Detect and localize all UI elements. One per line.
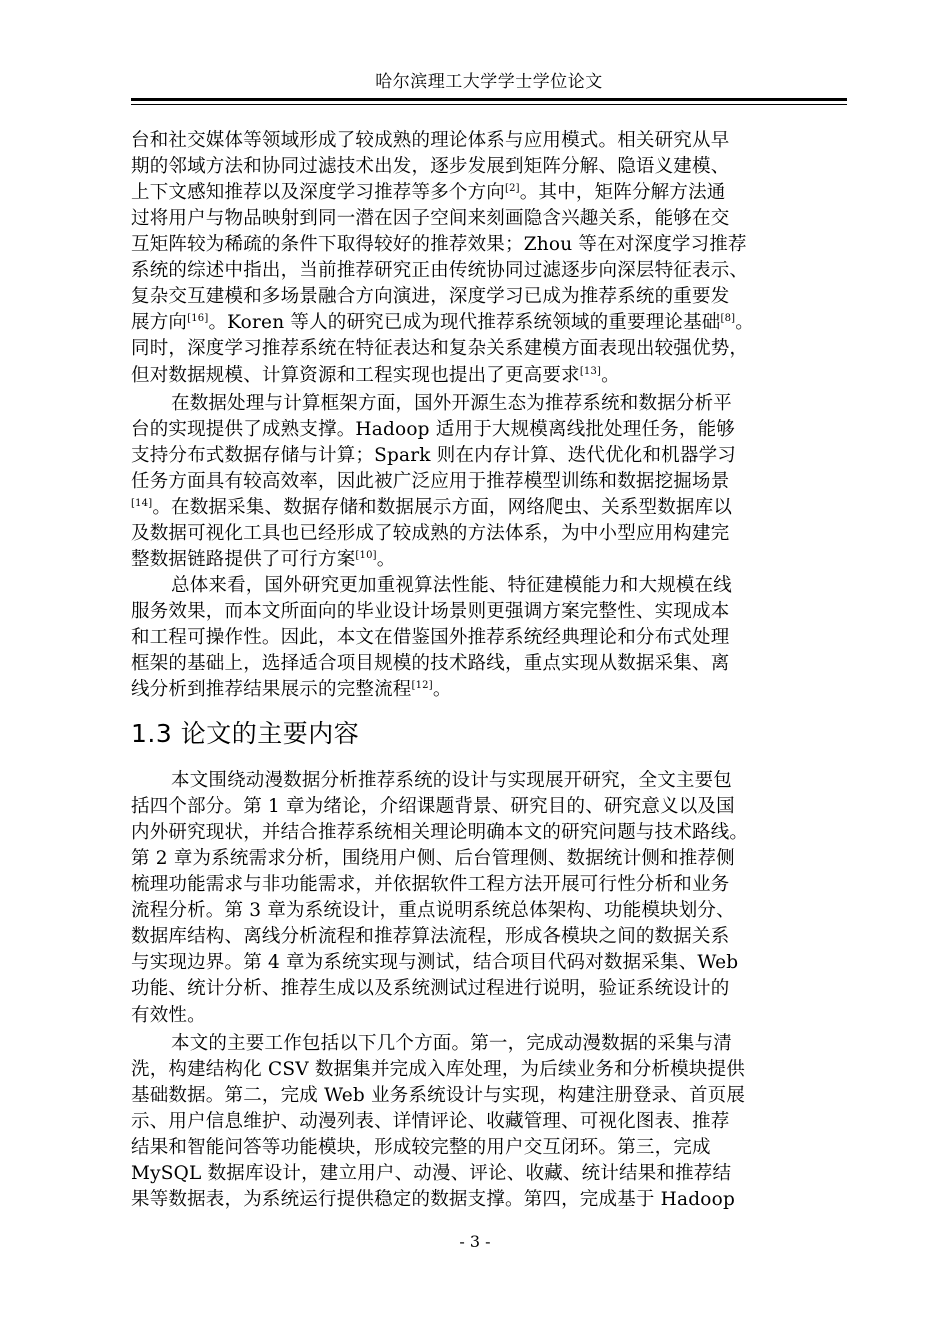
line-text-after: 。Koren 等人的研究已成为现代推荐系统领域的重要理论基础 [208,312,721,334]
text-line [131,128,729,154]
text-line [171,573,732,599]
citation-ref: [12] [411,680,433,692]
text-line [131,363,620,389]
text-line [131,625,729,651]
text-line [131,469,729,495]
line-text: 有效性。 [131,1004,206,1026]
line-text: 果等数据表，为系统运行提供稳定的数据支撑。第四，完成基于 Hadoop [131,1189,736,1211]
page-number: - 3 - [459,1232,491,1251]
text-line [131,206,729,232]
line-text: 流程分析。第 3 章为系统设计，重点说明系统总体架构、功能模块划分、 [131,900,735,922]
line-text: 本文的主要工作包括以下几个方面。第一，完成动漫数据的采集与清 [171,1033,733,1054]
line-text: 在数据处理与计算框架方面，国外开源生态为推荐系统和数据分析平 [171,393,733,414]
text-line [131,232,747,258]
text-line [131,794,735,820]
text-line [131,495,732,521]
citation-ref: [2] [505,182,520,194]
line-text: 示、用户信息维护、动漫列表、详情评论、收藏管理、可视化图表、推荐 [131,1111,730,1133]
text-line [131,1003,206,1029]
text-line [131,976,729,1002]
line-text: 本文围绕动漫数据分析推荐系统的设计与实现展开研究，全文主要包 [171,770,733,791]
text-line [131,924,729,950]
line-text: 但对数据规模、计算资源和工程实现也提出了更高要求 [131,364,580,386]
line-text: 框架的基础上，选择适合项目规模的技术路线，重点实现从数据采集、离 [131,653,730,675]
text-line [131,651,729,677]
line-text: 上下文感知推荐以及深度学习推荐等多个方向 [131,182,506,204]
line-text: 台和社交媒体等领域形成了较成熟的理论体系与应用模式。相关研究从早 [131,130,730,151]
text-line [131,180,725,206]
line-text: 与实现边界。第 4 章为系统实现与测试，结合项目代码对数据采集、Web [131,952,739,974]
header-rule-thin [131,104,847,105]
text-line [131,336,748,362]
line-text: 内外研究现状，并结合推荐系统相关理论明确本文的研究问题与技术路线。 [131,822,749,844]
line-text: 第 2 章为系统需求分析，围绕用户侧、后台管理侧、数据统计侧和推荐侧 [131,848,735,870]
line-text: 结果和智能问答等功能模块，形成较完整的用户交互闭环。第三，完成 [131,1137,711,1159]
line-text: 台的实现提供了成熟支撑。Hadoop 适用于大规模离线批处理任务，能够 [131,419,736,441]
citation-ref: [14] [131,498,153,510]
line-text-after: 。 [735,312,754,334]
line-text: 功能、统计分析、推荐生成以及系统测试过程进行说明，验证系统设计的 [131,978,730,1000]
line-text: 括四个部分。第 1 章为绪论，介绍课题背景、研究目的、研究意义以及国 [131,796,735,817]
line-text: 线分析到推荐结果展示的完整流程 [131,679,412,701]
section-heading: 1.3 论文的主要内容 [131,719,360,748]
text-line [131,599,729,625]
citation-ref: [10] [355,550,377,562]
line-text: 任务方面具有较高效率，因此被广泛应用于推荐模型训练和数据挖掘场景 [131,471,730,493]
line-text: MySQL 数据库设计，建立用户、动漫、评论、收藏、统计结果和推荐结 [131,1163,732,1185]
text-line [171,1031,732,1057]
line-text-after: 。 [432,679,452,701]
text-line [131,154,729,180]
text-line [131,547,395,573]
line-text-after: 。其中，矩阵分解方法通 [519,182,726,204]
text-line [131,1083,745,1109]
line-text: 期的邻域方法和协同过滤技术出发，逐步发展到矩阵分解、隐语义建模、 [131,156,730,178]
text-line [171,391,732,417]
text-line [131,284,729,310]
text-line [131,1057,745,1083]
text-line [131,443,736,469]
text-line [131,310,754,336]
line-text: 系统的综述中指出，当前推荐研究正由传统协同过滤逐步向深层特征表示、 [131,260,749,282]
text-line [171,768,732,794]
line-text: 支持分布式数据存储与计算；Spark 则在内存计算、迭代优化和机器学习 [131,445,736,467]
line-text: 基础数据。第二，完成 Web 业务系统设计与实现，构建注册登录、首页展 [131,1085,746,1107]
text-line [131,258,748,284]
line-text: 过将用户与物品映射到同一潜在因子空间来刻画隐含兴趣关系，能够在交 [131,208,730,230]
line-text: 整数据链路提供了可行方案 [131,549,356,571]
text-line [131,846,735,872]
line-text: 同时，深度学习推荐系统在特征表达和复杂关系建模方面表现出较强优势， [131,338,749,360]
running-header: 哈尔滨理工大学学士学位论文 [375,72,603,92]
line-text: 梳理功能需求与非功能需求，并依据软件工程方法开展可行性分析和业务 [131,874,730,896]
line-text: 复杂交互建模和多场景融合方向演进，深度学习已成为推荐系统的重要发 [131,286,730,308]
header-rule-thick [131,98,847,101]
line-text: 总体来看，国外研究更加重视算法性能、特征建模能力和大规模在线 [171,575,733,596]
text-line [131,417,735,443]
text-line [131,950,738,976]
line-text: 数据库结构、离线分析流程和推荐算法流程，形成各模块之间的数据关系 [131,926,730,948]
text-line [131,1135,711,1161]
line-text: 展方向 [131,312,188,334]
line-text: 和工程可操作性。因此，本文在借鉴国外推荐系统经典理论和分布式处理 [131,627,730,649]
text-line [131,872,729,898]
line-text: 洗，构建结构化 CSV 数据集并完成入库处理，为后续业务和分析模块提供 [131,1059,745,1080]
text-line [131,1187,735,1213]
line-text-after: 。在数据采集、数据存储和数据展示方面，网络爬虫、关系型数据库以 [152,497,733,519]
line-text: 互矩阵较为稀疏的条件下取得较好的推荐效果；Zhou 等在对深度学习推荐 [131,234,747,256]
line-text-after: 。 [376,549,396,571]
citation-ref: [13] [579,365,602,377]
line-text: 服务效果，而本文所面向的毕业设计场景则更强调方案完整性、实现成本 [131,601,730,623]
citation-ref: [16] [187,313,209,325]
text-line [131,898,735,924]
text-line [131,1161,731,1187]
text-line [131,1109,729,1135]
line-text-after: 。 [601,364,620,386]
text-line [131,820,748,846]
line-text: 及数据可视化工具也已经形成了较成熟的方法体系，为中小型应用构建完 [131,523,730,545]
citation-ref: [8] [720,313,736,325]
text-line [131,677,452,703]
text-line [131,521,729,547]
